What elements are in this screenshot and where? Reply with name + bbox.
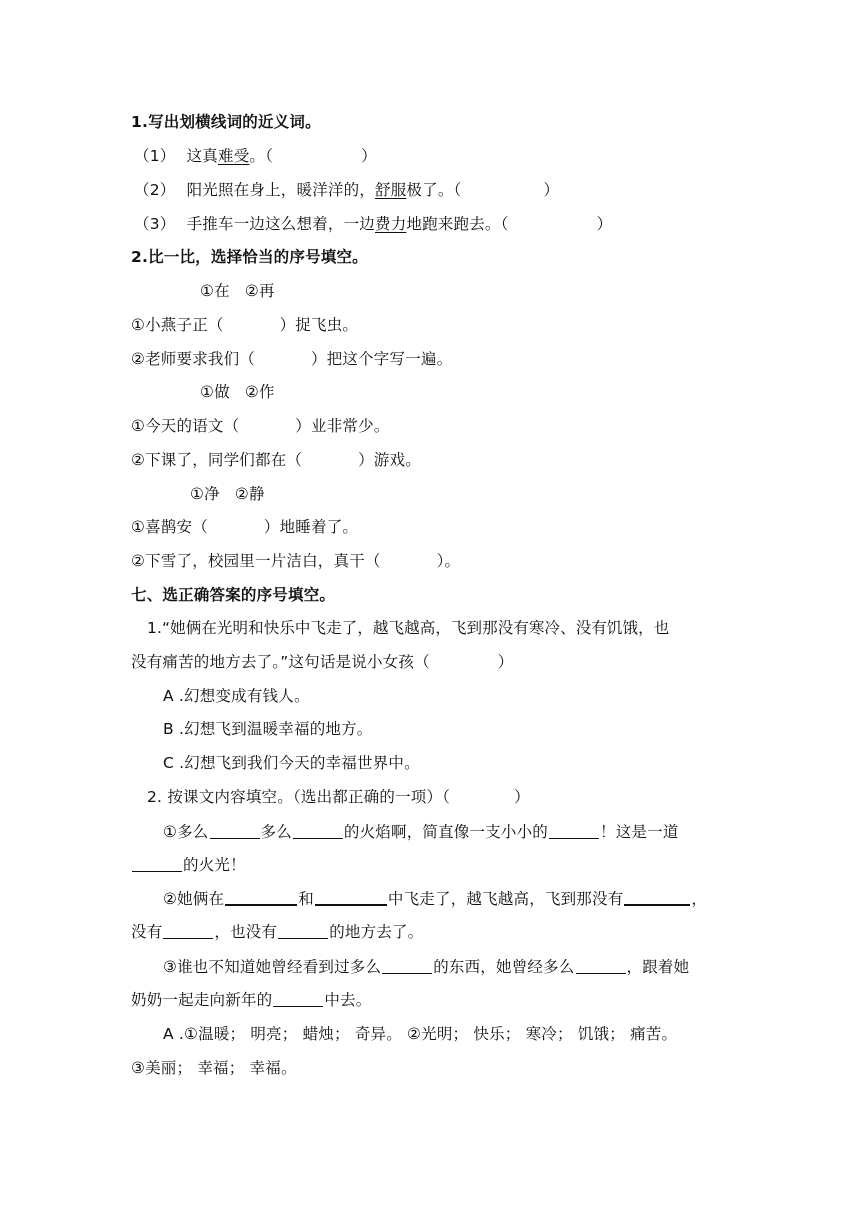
section-2-title: 2.比一比，选择恰当的序号填空。 xyxy=(131,248,368,266)
s1-item-1: （1） 这真难受。（ ） xyxy=(134,147,377,165)
fill-blank[interactable] xyxy=(163,923,213,939)
s2-options-3: ①净 ②静 xyxy=(190,485,265,503)
fill-blank[interactable] xyxy=(624,889,690,906)
q2-para-3-line-1: ③谁也不知道她曾经看到过多么 的东西，她曾经多么 ，跟着她 xyxy=(163,958,690,976)
q2-answer-a-line-1: A .①温暖； 明亮； 蜡烛； 奇异。 ②光明； 快乐； 寒冷； 饥饿； 痛苦。 xyxy=(163,1025,678,1043)
fill-blank[interactable] xyxy=(210,823,260,839)
s2-options-1: ①在 ②再 xyxy=(200,282,275,300)
fill-blank[interactable] xyxy=(132,856,182,872)
s2-line: ②下课了，同学们都在（ ）游戏。 xyxy=(131,451,421,469)
q1-line-1: 1.“她俩在光明和快乐中飞走了，越飞越高，飞到那没有寒冷、没有饥饿，也 xyxy=(147,619,670,637)
s1-item-2: （2） 阳光照在身上，暖洋洋的，舒服极了。（ ） xyxy=(134,181,560,199)
q2-para-1-line-1: ①多么 多么 的火焰啊，简直像一支小小的 ！这是一道 xyxy=(163,823,679,841)
fill-blank[interactable] xyxy=(315,889,387,906)
q2-title: 2. 按课文内容填空。（选出都正确的一项）（ ） xyxy=(147,788,530,806)
q1-option-c: C .幻想飞到我们今天的幸福世界中。 xyxy=(163,754,420,772)
underlined-word: 费力 xyxy=(375,215,407,233)
q1-line-2: 没有痛苦的地方去了。”这句话是说小女孩（ ） xyxy=(131,653,514,671)
underlined-word: 难受 xyxy=(218,147,250,165)
fill-blank[interactable] xyxy=(225,889,297,906)
section-1-title: 1.写出划横线词的近义词。 xyxy=(131,113,321,131)
fill-blank[interactable] xyxy=(293,823,343,839)
fill-blank[interactable] xyxy=(278,923,328,939)
q1-option-a: A .幻想变成有钱人。 xyxy=(163,687,310,705)
fill-blank[interactable] xyxy=(549,823,599,839)
s2-line: ①喜鹊安（ ）地睡着了。 xyxy=(131,518,359,536)
q2-para-2-line-1: ②她俩在 和 中飞走了，越飞越高，飞到那没有 ， xyxy=(163,890,708,908)
q2-para-3-line-2: 奶奶一起走向新年的 中去。 xyxy=(131,991,372,1009)
fill-blank[interactable] xyxy=(273,991,323,1007)
fill-blank[interactable] xyxy=(576,958,626,974)
underlined-word: 舒服 xyxy=(375,181,407,199)
s2-line: ①今天的语文（ ）业非常少。 xyxy=(131,417,390,435)
q2-para-1-line-2: 的火光！ xyxy=(131,854,246,876)
s2-line: ②下雪了，校园里一片洁白，真干（ ）。 xyxy=(131,552,461,570)
q2-para-2-line-2: 没有 ，也没有 的地方去了。 xyxy=(131,923,424,941)
fill-blank[interactable] xyxy=(382,958,432,974)
section-7-title: 七、选正确答案的序号填空。 xyxy=(131,586,336,604)
q1-option-b: B .幻想飞到温暖幸福的地方。 xyxy=(163,720,373,738)
s2-options-2: ①做 ②作 xyxy=(200,383,275,401)
q2-answer-a-line-2: ③美丽； 幸福； 幸福。 xyxy=(131,1059,297,1077)
s2-line: ②老师要求我们（ ）把这个字写一遍。 xyxy=(131,350,453,368)
s1-item-3: （3） 手推车一边这么想着，一边费力地跑来跑去。（ ） xyxy=(134,215,613,233)
s2-line: ①小燕子正（ ）捉飞虫。 xyxy=(131,316,359,334)
